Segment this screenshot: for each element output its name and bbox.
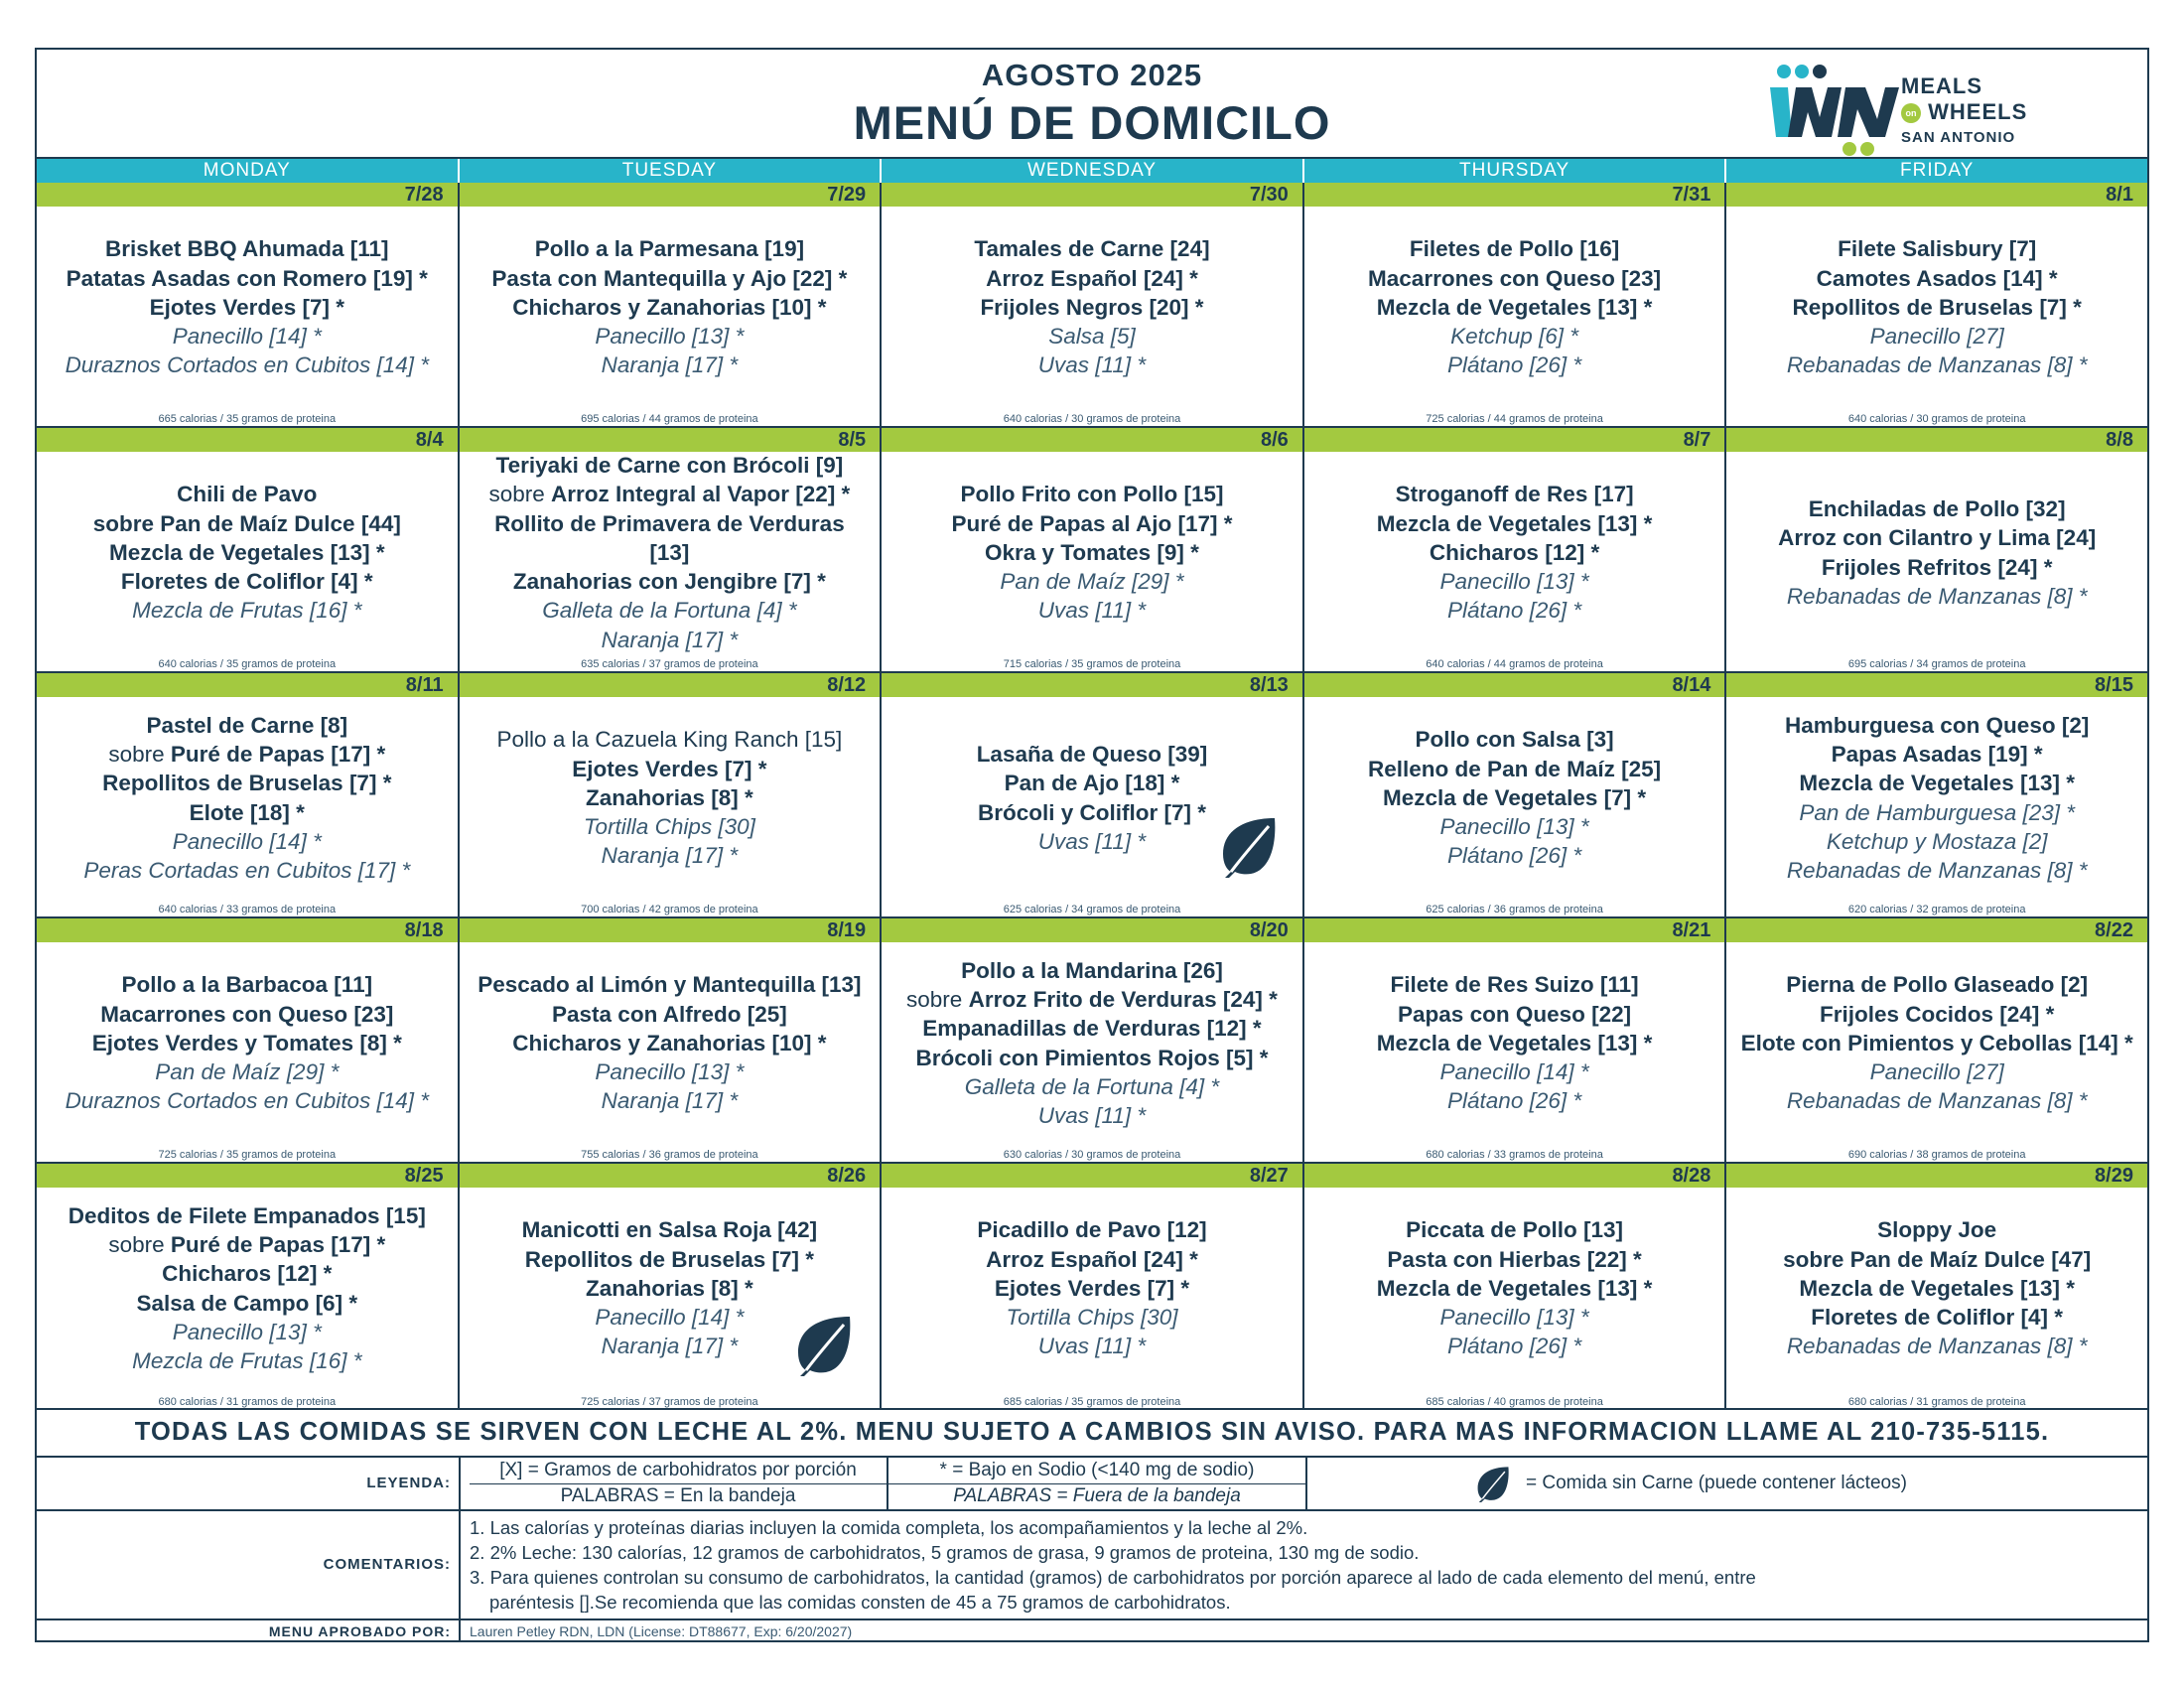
approved-row — [37, 1618, 2147, 1642]
day-date: 8/1 — [1726, 183, 2147, 207]
day-header-wednesday: WEDNESDAY — [882, 159, 1304, 183]
side-item: Panecillo [13] * — [1439, 569, 1589, 595]
menu-items — [37, 697, 458, 899]
menu-grid — [37, 157, 2147, 1408]
day-date: 8/15 — [1726, 673, 2147, 697]
main-item: Brócoli con Pimientos Rojos [5] * — [915, 1045, 1269, 1070]
side-item: Naranja [17] * — [601, 352, 739, 378]
main-item: Sloppy Joe — [1877, 1217, 1997, 1243]
logo-wheels: WHEELS — [1928, 99, 2028, 124]
day-date: 7/28 — [37, 183, 458, 207]
day-cell-tuesday — [460, 183, 883, 426]
meatless-leaf-icon — [1217, 814, 1281, 878]
main-item: Ejotes Verdes [7] * — [149, 294, 344, 320]
logo-line-1: MEALS — [1901, 73, 1982, 98]
day-date: 8/22 — [1726, 918, 2147, 942]
day-date: 8/14 — [1304, 673, 1725, 697]
legend-meatless: = Comida sin Carne (puede contener lácteos) — [1526, 1473, 1907, 1493]
calories-protein: 725 calorias / 37 gramos de proteina — [581, 1396, 758, 1408]
item-prefix: sobre — [488, 482, 551, 507]
main-item: Elote con Pimientos y Cebollas [14] * — [1740, 1030, 2133, 1055]
menu-items — [1304, 207, 1725, 408]
menu-items — [1726, 942, 2147, 1144]
menu-items — [37, 1188, 458, 1389]
day-cell-monday — [37, 1164, 460, 1409]
day-header-tuesday: TUESDAY — [460, 159, 883, 183]
side-item: Panecillo [27] — [1869, 324, 2004, 350]
calories-protein: 695 calorias / 44 gramos de proteina — [581, 413, 758, 425]
calories-protein: 695 calorias / 34 gramos de proteina — [1847, 658, 2026, 670]
comment-line-2: 2. 2% Leche: 130 calorías, 12 gramos de carbohidratos, 5 gramos de grasa, 9 gramos de proteina, 130 mg de sodio. — [470, 1542, 1420, 1563]
comment-line-4: paréntesis [].Se recomienda que las comidas consten de 45 a 75 gramos de carbohidratos. — [489, 1592, 1231, 1613]
item-prefix: sobre — [108, 741, 171, 767]
approved-value: Lauren Petley RDN, LDN (License: DT88677, Exp: 6/20/2027) — [470, 1623, 853, 1639]
side-item: Naranja [17] * — [601, 1088, 739, 1114]
calories-protein: 755 calorias / 36 gramos de proteina — [581, 1149, 758, 1161]
menu-items — [37, 942, 458, 1144]
side-item: Ketchup y Mostaza [2] — [1826, 828, 2048, 854]
main-item: Mezcla de Vegetales [13] * — [1376, 1030, 1653, 1055]
calories-protein: 715 calorias / 35 gramos de proteina — [1003, 658, 1181, 670]
menu-items — [882, 942, 1302, 1144]
day-cell-tuesday — [460, 1164, 883, 1409]
main-item: Deditos de Filete Empanados [15] — [68, 1202, 426, 1228]
side-item: Galleta de la Fortuna [4] * — [964, 1073, 1220, 1099]
main-item: Rollito de Primavera de Verduras — [494, 510, 845, 536]
side-item: Plátano [26] * — [1447, 1088, 1582, 1114]
calories-protein: 630 calorias / 30 gramos de proteina — [1003, 1149, 1181, 1161]
calories-protein: 685 calorias / 35 gramos de proteina — [1003, 1396, 1181, 1408]
main-item: Chili de Pavo — [177, 482, 318, 507]
main-item: Ejotes Verdes y Tomates [8] * — [91, 1030, 402, 1055]
comment-line-3: 3. Para quienes controlan su consumo de carbohidratos, la cantidad (gramos) de carbohidratos por porción aparece al lado de cada elemento del menú, entre — [470, 1567, 1756, 1588]
side-item: Rebanadas de Manzanas [8] * — [1786, 583, 2088, 609]
week-row — [37, 673, 2147, 918]
main-item: Pollo a la Barbacoa [11] — [121, 972, 373, 998]
day-date: 8/12 — [460, 673, 881, 697]
main-item: Pollo a la Cazuela King Ranch [15] — [496, 727, 843, 753]
item-text: Arroz Frito de Verduras [24] * — [968, 986, 1278, 1012]
side-item: Plátano [26] * — [1447, 843, 1582, 869]
calories-protein: 725 calorias / 35 gramos de proteina — [158, 1149, 337, 1161]
main-item: Ejotes Verdes [7] * — [994, 1275, 1190, 1301]
main-item: Puré de Papas al Ajo [17] * — [951, 510, 1233, 536]
main-item: Pan de Ajo [18] * — [1004, 771, 1180, 796]
main-item: Arroz Español [24] * — [986, 1246, 1198, 1272]
day-cell-tuesday — [460, 918, 883, 1162]
item-text: Puré de Papas [17] * — [170, 1231, 386, 1257]
main-item: Piccata de Pollo [13] — [1406, 1217, 1623, 1243]
day-header-friday: FRIDAY — [1900, 160, 1975, 181]
menu-items — [882, 452, 1302, 653]
comments-body — [470, 1515, 2108, 1615]
day-date: 8/13 — [882, 673, 1302, 697]
main-item: Chicharos [12] * — [162, 1261, 333, 1287]
main-item: Arroz con Cilantro y Lima [24] — [1778, 525, 2097, 551]
main-item: Filete de Res Suizo [11] — [1390, 972, 1639, 998]
main-item: Manicotti en Salsa Roja [42] — [521, 1217, 818, 1243]
side-item: Peras Cortadas en Cubitos [17] * — [83, 858, 411, 884]
side-item: Tortilla Chips [30] — [583, 814, 755, 840]
side-item: Pan de Maíz [29] * — [1000, 569, 1184, 595]
calories-protein: 625 calorias / 36 gramos de proteina — [1426, 904, 1603, 915]
main-item: Enchiladas de Pollo [32] — [1808, 495, 2066, 521]
main-item: Arroz Español [24] * — [986, 265, 1198, 291]
side-item: Panecillo [13] * — [1439, 814, 1589, 840]
menu-items — [460, 452, 881, 653]
main-item: Zanahorias [8] * — [585, 784, 753, 810]
side-item: Panecillo [13] * — [595, 1059, 745, 1085]
main-item: Mezcla de Vegetales [13] * — [1799, 771, 2075, 796]
weeks-container — [37, 183, 2147, 1409]
side-item: Rebanadas de Manzanas [8] * — [1786, 352, 2088, 378]
calories-protein: 680 calorias / 31 gramos de proteina — [158, 1396, 337, 1408]
day-cell-tuesday — [460, 673, 883, 916]
side-item: Salsa [5] — [1048, 324, 1136, 350]
menu-items — [1726, 452, 2147, 653]
side-item: Pan de Maíz [29] * — [155, 1059, 340, 1085]
week-row — [37, 428, 2147, 673]
side-item: Panecillo [13] * — [172, 1319, 322, 1344]
meatless-leaf-icon — [1474, 1465, 1512, 1502]
legend-row — [37, 1456, 2147, 1509]
main-item: Pescado al Limón y Mantequilla [13] — [478, 972, 862, 998]
day-date: 8/28 — [1304, 1164, 1725, 1188]
day-cell-wednesday — [882, 673, 1304, 916]
day-cell-thursday — [1304, 1164, 1727, 1409]
day-date: 8/18 — [37, 918, 458, 942]
side-item: Mezcla de Frutas [16] * — [132, 1348, 362, 1374]
main-item: Frijoles Cocidos [24] * — [1820, 1001, 2055, 1027]
logo-line-3: SAN ANTONIO — [1901, 129, 2016, 146]
main-item: Lasaña de Queso [39] — [976, 741, 1208, 767]
day-date: 7/29 — [460, 183, 881, 207]
main-item: Tamales de Carne [24] — [974, 236, 1210, 262]
main-item: Chicharos [12] * — [1429, 539, 1600, 565]
legend-off-tray: PALABRAS = Fuera de la bandeja — [953, 1485, 1241, 1506]
main-item: Macarrones con Queso [23] — [1368, 265, 1662, 291]
main-item: sobre Pan de Maíz Dulce [47] — [1783, 1246, 2092, 1272]
main-item: Stroganoff de Res [17] — [1395, 482, 1634, 507]
main-item: Mezcla de Vegetales [13] * — [1799, 1275, 2075, 1301]
menu-items — [37, 207, 458, 408]
header — [37, 50, 2147, 157]
main-item: Zanahorias [8] * — [585, 1275, 753, 1301]
main-item: Repollitos de Bruselas [7] * — [102, 771, 392, 796]
main-item: Floretes de Coliflor [4] * — [1811, 1305, 2064, 1331]
day-cell-wednesday — [882, 183, 1304, 426]
calories-protein: 640 calorias / 35 gramos de proteina — [158, 658, 337, 670]
comments-row — [37, 1509, 2147, 1618]
logo-figures-icon — [1762, 58, 1901, 157]
side-item: Naranja [17] * — [601, 627, 739, 652]
main-item: Mezcla de Vegetales [13] * — [1376, 510, 1653, 536]
menu-items — [460, 697, 881, 899]
calories-protein: 665 calorias / 35 gramos de proteina — [158, 413, 337, 425]
week-row — [37, 918, 2147, 1164]
main-item: Mezcla de Vegetales [13] * — [108, 539, 385, 565]
side-item: Mezcla de Frutas [16] * — [132, 598, 362, 624]
main-item: Picadillo de Pavo [12] — [977, 1217, 1207, 1243]
main-item: Chicharos y Zanahorias [10] * — [512, 1030, 827, 1055]
item-prefix: sobre — [108, 1231, 171, 1257]
approved-label: MENU APROBADO POR: — [268, 1623, 451, 1639]
day-date: 8/8 — [1726, 428, 2147, 452]
logo-on-badge: on — [1901, 103, 1921, 123]
menu-items — [1304, 697, 1725, 899]
calories-protein: 640 calorias / 30 gramos de proteina — [1847, 413, 2026, 425]
main-item: Macarrones con Queso [23] — [100, 1001, 394, 1027]
side-item: Uvas [11] * — [1037, 598, 1147, 624]
side-item: Plátano [26] * — [1447, 352, 1582, 378]
menu-items — [460, 942, 881, 1144]
main-item: Frijoles Negros [20] * — [980, 294, 1204, 320]
day-date: 7/31 — [1304, 183, 1725, 207]
item-prefix: sobre — [906, 986, 969, 1012]
main-item: Repollitos de Bruselas [7] * — [524, 1246, 815, 1272]
side-item: Naranja [17] * — [601, 1334, 739, 1359]
day-cell-friday — [1726, 673, 2147, 916]
main-item: Pierna de Pollo Glaseado [2] — [1786, 972, 2089, 998]
menu-title: MENÚ DE DOMICILO — [853, 96, 1331, 149]
side-item: Pan de Hamburguesa [23] * — [1799, 799, 2076, 825]
day-date: 8/21 — [1304, 918, 1725, 942]
side-item: Uvas [11] * — [1037, 352, 1147, 378]
day-header-thursday: THURSDAY — [1304, 159, 1727, 183]
legend-label: LEYENDA: — [366, 1475, 451, 1491]
side-item: Panecillo [13] * — [595, 324, 745, 350]
calories-protein: 725 calorias / 44 gramos de proteina — [1426, 413, 1603, 425]
day-date: 8/4 — [37, 428, 458, 452]
calories-protein: 640 calorias / 30 gramos de proteina — [1003, 413, 1181, 425]
main-item: Mezcla de Vegetales [13] * — [1376, 1275, 1653, 1301]
main-item: Pollo Frito con Pollo [15] — [960, 482, 1224, 507]
comment-line-1: 1. Las calorías y proteínas diarias incluyen la comida completa, los acompañamientos y la leche al 2%. — [470, 1517, 1308, 1538]
side-item: Galleta de la Fortuna [4] * — [542, 598, 797, 624]
side-item: Naranja [17] * — [601, 843, 739, 869]
meals-on-wheels-logo — [1762, 58, 2119, 157]
day-date: 8/5 — [460, 428, 881, 452]
main-item: Mezcla de Vegetales [7] * — [1383, 784, 1647, 810]
calories-protein: 700 calorias / 42 gramos de proteina — [581, 904, 758, 915]
calories-protein: 685 calorias / 40 gramos de proteina — [1426, 1396, 1603, 1408]
main-item: Pollo a la Mandarina [26] — [961, 957, 1223, 983]
main-item: Floretes de Coliflor [4] * — [120, 569, 373, 595]
menu-items — [882, 207, 1302, 408]
side-item: Rebanadas de Manzanas [8] * — [1786, 1088, 2088, 1114]
menu-page — [35, 48, 2149, 1642]
menu-items — [1304, 452, 1725, 653]
menu-items — [1726, 697, 2147, 899]
item-text: Puré de Papas [17] * — [170, 741, 386, 767]
main-item: Repollitos de Bruselas [7] * — [1792, 294, 2082, 320]
main-item: Brisket BBQ Ahumada [11] — [105, 236, 389, 262]
day-date: 8/29 — [1726, 1164, 2147, 1188]
menu-items — [1726, 207, 2147, 408]
main-item: Empanadillas de Verduras [12] * — [922, 1016, 1262, 1042]
day-cell-thursday — [1304, 918, 1727, 1162]
day-cell-monday — [37, 673, 460, 916]
main-item: Pasta con Hierbas [22] * — [1387, 1246, 1642, 1272]
logo-wordmark — [1901, 73, 2027, 151]
side-item: Panecillo [14] * — [172, 324, 322, 350]
main-item: Elote [18] * — [189, 799, 305, 825]
menu-items — [460, 207, 881, 408]
side-item: Plátano [26] * — [1447, 598, 1582, 624]
legend-sodium: * = Bajo en Sodio (<140 mg de sodio) — [888, 1458, 1305, 1484]
main-item: Pollo a la Parmesana [19] — [534, 236, 805, 262]
menu-items — [1304, 1188, 1725, 1389]
day-header-row — [37, 159, 2147, 183]
main-item — [488, 480, 850, 508]
main-item: Papas con Queso [22] — [1398, 1001, 1632, 1027]
side-item: Duraznos Cortados en Cubitos [14] * — [65, 1088, 430, 1114]
calories-protein: 635 calorias / 37 gramos de proteina — [581, 658, 758, 670]
main-item: Patatas Asadas con Romero [19] * — [66, 265, 428, 291]
legend-on-tray: PALABRAS = En la bandeja — [560, 1485, 796, 1506]
side-item: Uvas [11] * — [1037, 1103, 1147, 1129]
day-date: 8/27 — [882, 1164, 1302, 1188]
menu-items — [37, 452, 458, 653]
side-item: Uvas [11] * — [1037, 1334, 1147, 1359]
day-cell-friday — [1726, 918, 2147, 1162]
side-item: Rebanadas de Manzanas [8] * — [1786, 1334, 2088, 1359]
main-item: Hamburguesa con Queso [2] — [1785, 712, 2090, 738]
day-cell-friday — [1726, 1164, 2147, 1409]
day-date: 8/25 — [37, 1164, 458, 1188]
main-item: Chicharos y Zanahorias [10] * — [512, 294, 827, 320]
day-cell-thursday — [1304, 673, 1727, 916]
side-item: Panecillo [27] — [1869, 1059, 2004, 1085]
side-item: Panecillo [14] * — [1439, 1059, 1589, 1085]
side-item: Rebanadas de Manzanas [8] * — [1786, 858, 2088, 884]
main-item: sobre Pan de Maíz Dulce [44] — [92, 510, 401, 536]
footer-note: TODAS LAS COMIDAS SE SIRVEN CON LECHE AL 2%. MENU SUJETO A CAMBIOS SIN AVISO. PARA MAS INFORMACION LLAME AL 210-735-5115. — [37, 1408, 2147, 1456]
calories-protein: 625 calorias / 34 gramos de proteina — [1003, 904, 1181, 915]
meatless-leaf-icon — [792, 1313, 856, 1376]
main-item: Camotes Asados [14] * — [1816, 265, 2058, 291]
main-item: Salsa de Campo [6] * — [136, 1290, 358, 1316]
main-item — [108, 1230, 385, 1259]
day-cell-monday — [37, 918, 460, 1162]
side-item: Panecillo [14] * — [595, 1305, 745, 1331]
day-cell-thursday — [1304, 428, 1727, 671]
calories-protein: 640 calorias / 44 gramos de proteina — [1426, 658, 1603, 670]
main-item: Pasta con Alfredo [25] — [552, 1001, 787, 1027]
day-cell-wednesday — [882, 428, 1304, 671]
main-item: Pastel de Carne [8] — [146, 712, 348, 738]
day-cell-wednesday — [882, 918, 1304, 1162]
day-date: 8/20 — [882, 918, 1302, 942]
menu-items — [1726, 1188, 2147, 1389]
day-date: 8/11 — [37, 673, 458, 697]
main-item: Mezcla de Vegetales [13] * — [1376, 294, 1653, 320]
side-item: Uvas [11] * — [1037, 828, 1147, 854]
week-row — [37, 1164, 2147, 1409]
side-item: Plátano [26] * — [1447, 1334, 1582, 1359]
menu-items — [882, 1188, 1302, 1389]
main-item: Pollo con Salsa [3] — [1415, 727, 1614, 753]
main-item: Zanahorias con Jengibre [7] * — [512, 569, 826, 595]
day-date: 7/30 — [882, 183, 1302, 207]
day-cell-thursday — [1304, 183, 1727, 426]
menu-items — [1304, 942, 1725, 1144]
main-item: Filete Salisbury [7] — [1838, 236, 2037, 262]
calories-protein: 620 calorias / 32 gramos de proteina — [1847, 904, 2026, 915]
side-item: Panecillo [14] * — [172, 828, 322, 854]
main-item — [108, 740, 385, 769]
side-item: Panecillo [13] * — [1439, 1305, 1589, 1331]
day-cell-monday — [37, 183, 460, 426]
main-item: Filetes de Pollo [16] — [1409, 236, 1620, 262]
week-row — [37, 183, 2147, 428]
day-date: 8/6 — [882, 428, 1302, 452]
main-item: Relleno de Pan de Maíz [25] — [1368, 756, 1662, 781]
day-header-monday: MONDAY — [37, 159, 460, 183]
day-cell-friday — [1726, 428, 2147, 671]
legend-carbs: [X] = Gramos de carbohidratos por porción — [470, 1458, 887, 1484]
main-item: Papas Asadas [19] * — [1831, 741, 2043, 767]
main-item — [906, 985, 1278, 1014]
main-item: Teriyaki de Carne con Brócoli [9] — [495, 452, 844, 478]
logo-line-2 — [1901, 99, 2027, 125]
day-date: 8/26 — [460, 1164, 881, 1188]
day-date: 8/19 — [460, 918, 881, 942]
day-date: 8/7 — [1304, 428, 1725, 452]
day-cell-tuesday — [460, 428, 883, 671]
side-item: Tortilla Chips [30] — [1006, 1305, 1178, 1331]
main-item: [13] — [649, 539, 690, 565]
main-item: Brócoli y Coliflor [7] * — [977, 799, 1206, 825]
comments-label: COMENTARIOS: — [323, 1556, 451, 1573]
day-cell-monday — [37, 428, 460, 671]
day-cell-wednesday — [882, 1164, 1304, 1409]
item-text: Arroz Integral al Vapor [22] * — [550, 482, 851, 507]
side-item: Duraznos Cortados en Cubitos [14] * — [65, 352, 430, 378]
day-cell-friday — [1726, 183, 2147, 426]
main-item: Ejotes Verdes [7] * — [572, 756, 767, 781]
menu-month: AGOSTO 2025 — [981, 58, 1203, 92]
main-item: Pasta con Mantequilla y Ajo [22] * — [491, 265, 848, 291]
calories-protein: 680 calorias / 31 gramos de proteina — [1847, 1396, 2026, 1408]
side-item: Ketchup [6] * — [1450, 324, 1578, 350]
main-item: Frijoles Refritos [24] * — [1821, 554, 2053, 580]
main-item: Okra y Tomates [9] * — [985, 539, 1199, 565]
calories-protein: 680 calorias / 33 gramos de proteina — [1426, 1149, 1603, 1161]
calories-protein: 690 calorias / 38 gramos de proteina — [1847, 1149, 2026, 1161]
calories-protein: 640 calorias / 33 gramos de proteina — [158, 904, 337, 915]
